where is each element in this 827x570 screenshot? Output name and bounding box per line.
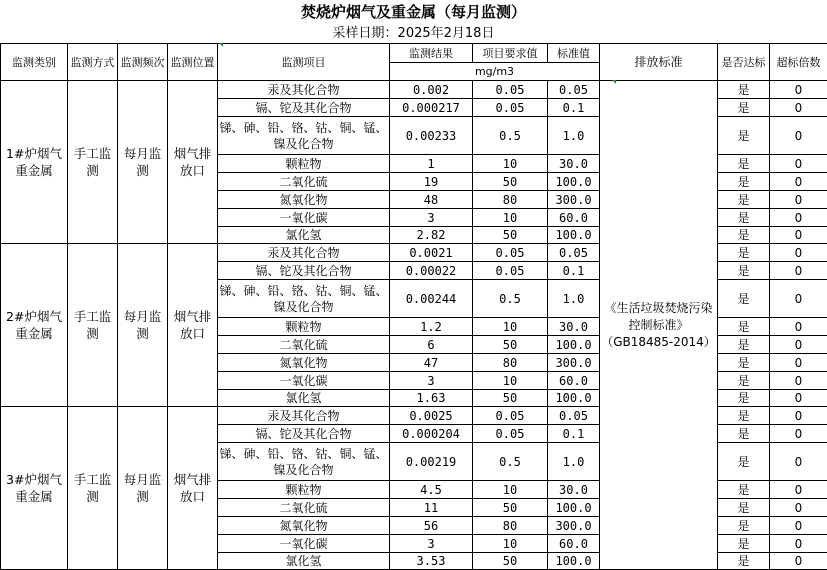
header-unit: mg/m3 bbox=[390, 63, 600, 81]
result-value: 0.0025 bbox=[390, 407, 473, 425]
exceed-value: 0 bbox=[770, 117, 827, 155]
header-item: 监测项目 bbox=[218, 44, 390, 81]
comment-marker bbox=[612, 80, 616, 84]
exceed-value: 0 bbox=[770, 336, 827, 354]
required-value: 0.5 bbox=[473, 117, 548, 155]
compliant-value: 是 bbox=[718, 262, 770, 280]
item-name: 氮氧化物 bbox=[218, 517, 390, 535]
exceed-value: 0 bbox=[770, 390, 827, 407]
header-result: 监测结果 bbox=[390, 44, 473, 63]
exceed-value: 0 bbox=[770, 499, 827, 517]
standard-value: 0.05 bbox=[548, 81, 600, 99]
exceed-value: 0 bbox=[770, 209, 827, 227]
required-value: 10 bbox=[473, 209, 548, 227]
item-name: 氯化氢 bbox=[218, 553, 390, 570]
result-value: 4.5 bbox=[390, 481, 473, 499]
exceed-value: 0 bbox=[770, 280, 827, 318]
exceed-value: 0 bbox=[770, 173, 827, 191]
exceed-value: 0 bbox=[770, 81, 827, 99]
compliant-value: 是 bbox=[718, 517, 770, 535]
compliant-value: 是 bbox=[718, 81, 770, 99]
report-title: 焚烧炉烟气及重金属（每月监测） bbox=[0, 0, 827, 24]
result-value: 1.2 bbox=[390, 318, 473, 336]
result-value: 0.0021 bbox=[390, 244, 473, 262]
item-name: 颗粒物 bbox=[218, 318, 390, 336]
header-standard-value: 标准值 bbox=[548, 44, 600, 63]
header-category: 监测类别 bbox=[1, 44, 68, 81]
item-name: 颗粒物 bbox=[218, 155, 390, 173]
required-value: 0.05 bbox=[473, 99, 548, 117]
compliant-value: 是 bbox=[718, 244, 770, 262]
compliant-value: 是 bbox=[718, 407, 770, 425]
emission-standard: 《生活垃圾焚烧污染控制标准》（GB18485-2014） bbox=[600, 81, 718, 570]
exceed-value: 0 bbox=[770, 372, 827, 390]
group-frequency: 每月监测 bbox=[118, 244, 168, 407]
result-value: 1.63 bbox=[390, 390, 473, 407]
item-name: 一氧化碳 bbox=[218, 372, 390, 390]
compliant-value: 是 bbox=[718, 191, 770, 209]
compliant-value: 是 bbox=[718, 117, 770, 155]
item-name: 二氧化硫 bbox=[218, 499, 390, 517]
standard-value: 0.05 bbox=[548, 244, 600, 262]
standard-value: 300.0 bbox=[548, 191, 600, 209]
required-value: 10 bbox=[473, 481, 548, 499]
required-value: 0.05 bbox=[473, 407, 548, 425]
item-name: 锑、砷、铅、铬、钴、铜、锰、镍及化合物 bbox=[218, 443, 390, 481]
compliant-value: 是 bbox=[718, 280, 770, 318]
exceed-value: 0 bbox=[770, 155, 827, 173]
required-value: 10 bbox=[473, 318, 548, 336]
group-method: 手工监测 bbox=[68, 244, 118, 407]
standard-value: 100.0 bbox=[548, 227, 600, 244]
sampling-date-line bbox=[0, 24, 827, 43]
exceed-value: 0 bbox=[770, 535, 827, 553]
required-value: 0.5 bbox=[473, 280, 548, 318]
compliant-value: 是 bbox=[718, 425, 770, 443]
standard-value: 100.0 bbox=[548, 499, 600, 517]
group-category: 1#炉烟气重金属 bbox=[1, 81, 68, 244]
required-value: 10 bbox=[473, 372, 548, 390]
exceed-value: 0 bbox=[770, 553, 827, 570]
standard-value: 0.1 bbox=[548, 425, 600, 443]
compliant-value: 是 bbox=[718, 390, 770, 407]
result-value: 2.82 bbox=[390, 227, 473, 244]
compliant-value: 是 bbox=[718, 173, 770, 191]
standard-value: 60.0 bbox=[548, 209, 600, 227]
item-name: 二氧化硫 bbox=[218, 336, 390, 354]
group-location: 烟气排放口 bbox=[168, 244, 218, 407]
exceed-value: 0 bbox=[770, 407, 827, 425]
item-name: 二氧化硫 bbox=[218, 173, 390, 191]
header-frequency: 监测频次 bbox=[118, 44, 168, 81]
item-name: 汞及其化合物 bbox=[218, 81, 390, 99]
result-value: 0.000217 bbox=[390, 99, 473, 117]
item-name: 镉、铊及其化合物 bbox=[218, 262, 390, 280]
result-value: 56 bbox=[390, 517, 473, 535]
group-method: 手工监测 bbox=[68, 407, 118, 570]
compliant-value: 是 bbox=[718, 481, 770, 499]
required-value: 80 bbox=[473, 517, 548, 535]
required-value: 0.05 bbox=[473, 81, 548, 99]
result-value: 48 bbox=[390, 191, 473, 209]
item-name: 氮氧化物 bbox=[218, 354, 390, 372]
result-value: 1 bbox=[390, 155, 473, 173]
standard-value: 30.0 bbox=[548, 318, 600, 336]
item-name: 汞及其化合物 bbox=[218, 244, 390, 262]
result-value: 6 bbox=[390, 336, 473, 354]
standard-value: 30.0 bbox=[548, 481, 600, 499]
group-method: 手工监测 bbox=[68, 81, 118, 244]
compliant-value: 是 bbox=[718, 499, 770, 517]
group-location: 烟气排放口 bbox=[168, 407, 218, 570]
required-value: 80 bbox=[473, 354, 548, 372]
compliant-value: 是 bbox=[718, 227, 770, 244]
header-method: 监测方式 bbox=[68, 44, 118, 81]
required-value: 0.05 bbox=[473, 244, 548, 262]
item-name: 氯化氢 bbox=[218, 390, 390, 407]
item-name: 氮氧化物 bbox=[218, 191, 390, 209]
required-value: 50 bbox=[473, 553, 548, 570]
standard-value: 100.0 bbox=[548, 336, 600, 354]
comment-marker bbox=[219, 43, 223, 47]
result-value: 0.000204 bbox=[390, 425, 473, 443]
result-value: 3 bbox=[390, 209, 473, 227]
result-value: 0.002 bbox=[390, 81, 473, 99]
required-value: 10 bbox=[473, 535, 548, 553]
required-value: 50 bbox=[473, 173, 548, 191]
compliant-value: 是 bbox=[718, 209, 770, 227]
required-value: 0.5 bbox=[473, 443, 548, 481]
compliant-value: 是 bbox=[718, 318, 770, 336]
standard-value: 0.1 bbox=[548, 262, 600, 280]
item-name: 一氧化碳 bbox=[218, 209, 390, 227]
exceed-value: 0 bbox=[770, 425, 827, 443]
standard-value: 1.0 bbox=[548, 443, 600, 481]
item-name: 氯化氢 bbox=[218, 227, 390, 244]
result-value: 19 bbox=[390, 173, 473, 191]
result-value: 3 bbox=[390, 535, 473, 553]
compliant-value: 是 bbox=[718, 443, 770, 481]
standard-value: 0.05 bbox=[548, 407, 600, 425]
group-frequency: 每月监测 bbox=[118, 81, 168, 244]
item-name: 锑、砷、铅、铬、钴、铜、锰、镍及化合物 bbox=[218, 117, 390, 155]
compliant-value: 是 bbox=[718, 535, 770, 553]
compliant-value: 是 bbox=[718, 155, 770, 173]
exceed-value: 0 bbox=[770, 318, 827, 336]
standard-value: 100.0 bbox=[548, 390, 600, 407]
result-value: 0.00022 bbox=[390, 262, 473, 280]
group-location: 烟气排放口 bbox=[168, 81, 218, 244]
standard-value: 1.0 bbox=[548, 117, 600, 155]
exceed-value: 0 bbox=[770, 354, 827, 372]
item-name: 一氧化碳 bbox=[218, 535, 390, 553]
table-row bbox=[1, 81, 827, 99]
exceed-value: 0 bbox=[770, 481, 827, 499]
standard-value: 60.0 bbox=[548, 372, 600, 390]
standard-value: 300.0 bbox=[548, 517, 600, 535]
exceed-value: 0 bbox=[770, 443, 827, 481]
standard-value: 300.0 bbox=[548, 354, 600, 372]
result-value: 3 bbox=[390, 372, 473, 390]
item-name: 颗粒物 bbox=[218, 481, 390, 499]
standard-value: 1.0 bbox=[548, 280, 600, 318]
required-value: 50 bbox=[473, 336, 548, 354]
standard-value: 0.1 bbox=[548, 99, 600, 117]
required-value: 10 bbox=[473, 155, 548, 173]
monitoring-table bbox=[0, 43, 827, 570]
compliant-value: 是 bbox=[718, 372, 770, 390]
exceed-value: 0 bbox=[770, 262, 827, 280]
item-name: 锑、砷、铅、铬、钴、铜、锰、镍及化合物 bbox=[218, 280, 390, 318]
exceed-value: 0 bbox=[770, 517, 827, 535]
required-value: 0.05 bbox=[473, 262, 548, 280]
standard-value: 30.0 bbox=[548, 155, 600, 173]
item-name: 镉、铊及其化合物 bbox=[218, 99, 390, 117]
header-required: 项目要求值 bbox=[473, 44, 548, 63]
exceed-value: 0 bbox=[770, 191, 827, 209]
sampling-date-value: 2025年2月18日 bbox=[398, 26, 495, 41]
exceed-value: 0 bbox=[770, 227, 827, 244]
result-value: 0.00233 bbox=[390, 117, 473, 155]
result-value: 47 bbox=[390, 354, 473, 372]
required-value: 50 bbox=[473, 390, 548, 407]
result-value: 0.00219 bbox=[390, 443, 473, 481]
sampling-date-label: 采样日期： bbox=[333, 26, 398, 41]
group-category: 3#炉烟气重金属 bbox=[1, 407, 68, 570]
compliant-value: 是 bbox=[718, 99, 770, 117]
exceed-value: 0 bbox=[770, 244, 827, 262]
item-name: 汞及其化合物 bbox=[218, 407, 390, 425]
required-value: 50 bbox=[473, 227, 548, 244]
required-value: 0.05 bbox=[473, 425, 548, 443]
result-value: 3.53 bbox=[390, 553, 473, 570]
result-value: 11 bbox=[390, 499, 473, 517]
result-value: 0.00244 bbox=[390, 280, 473, 318]
group-frequency: 每月监测 bbox=[118, 407, 168, 570]
standard-value: 60.0 bbox=[548, 535, 600, 553]
standard-value: 100.0 bbox=[548, 553, 600, 570]
header-location: 监测位置 bbox=[168, 44, 218, 81]
item-name: 镉、铊及其化合物 bbox=[218, 425, 390, 443]
compliant-value: 是 bbox=[718, 336, 770, 354]
header-exceed: 超标倍数 bbox=[770, 44, 827, 81]
required-value: 50 bbox=[473, 499, 548, 517]
header-standard: 排放标准 bbox=[600, 44, 718, 81]
required-value: 80 bbox=[473, 191, 548, 209]
exceed-value: 0 bbox=[770, 99, 827, 117]
compliant-value: 是 bbox=[718, 354, 770, 372]
standard-value: 100.0 bbox=[548, 173, 600, 191]
header-compliant: 是否达标 bbox=[718, 44, 770, 81]
group-category: 2#炉烟气重金属 bbox=[1, 244, 68, 407]
compliant-value: 是 bbox=[718, 553, 770, 570]
